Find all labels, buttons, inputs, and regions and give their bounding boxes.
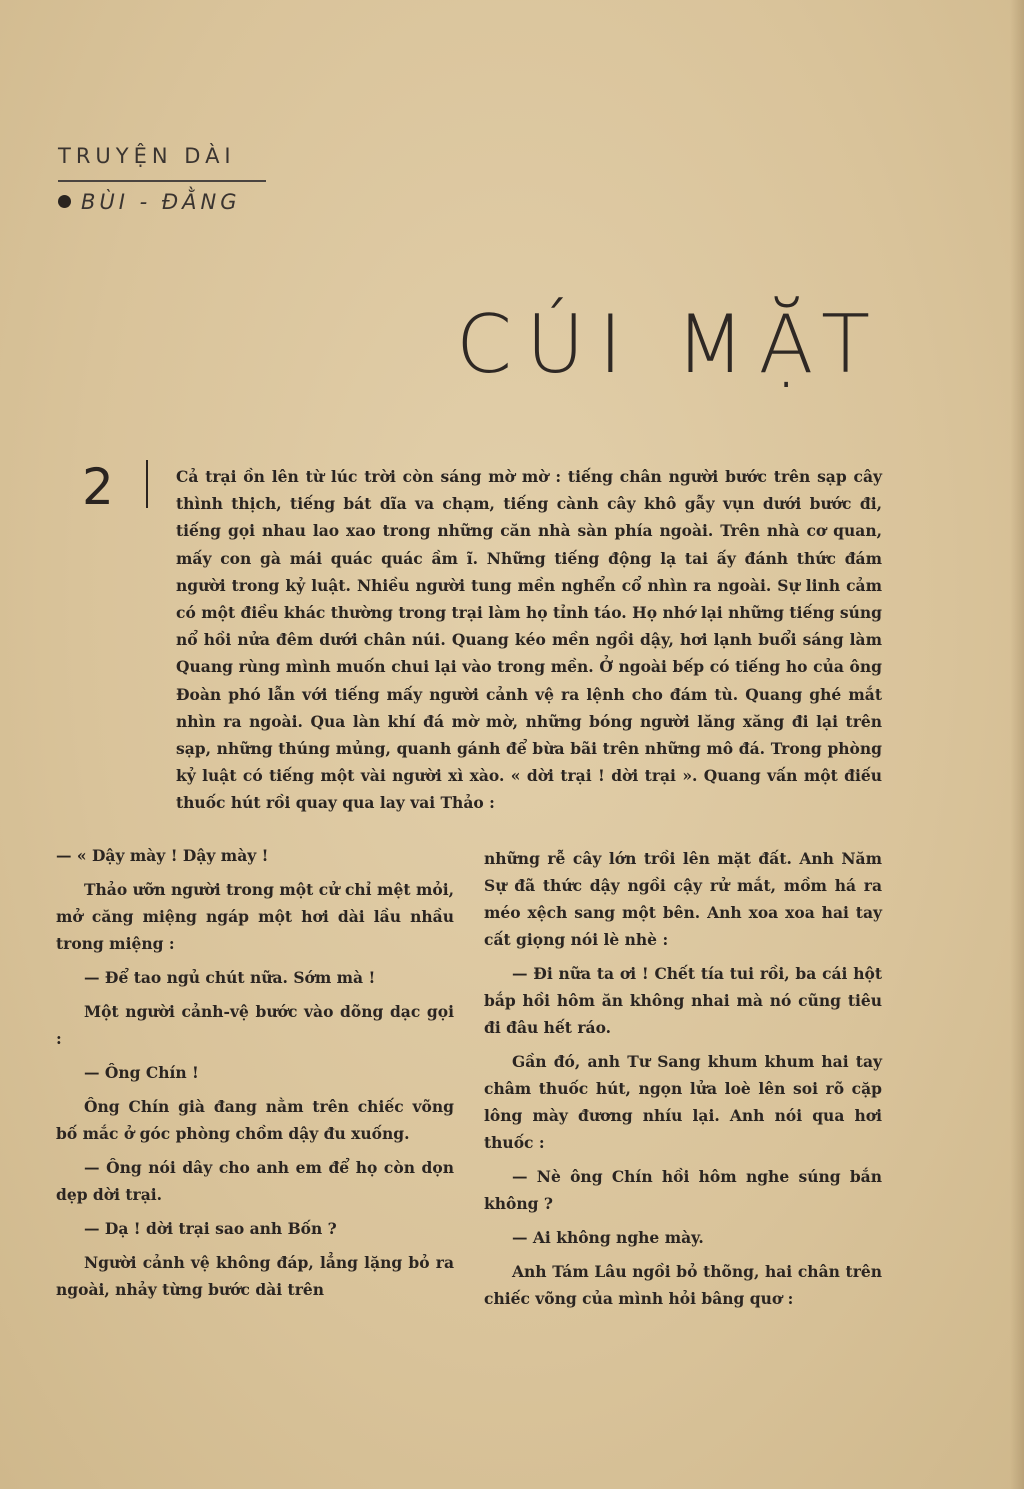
author-line [58,190,241,214]
left-column [56,842,454,1310]
author-name: BÙI - ĐẰNG [81,190,241,214]
paragraph: Gần đó, anh Tư Sang khum khum hai tay châm thuốc hút, ngọn lửa loè lên soi rõ cặp lông mày đương nhíu lại. Anh nói qua hơi thuốc : [484,1052,882,1152]
paragraph: — Ông Chín ! [84,1063,199,1082]
paragraph: Một người cảnh-vệ bước vào dõng dạc gọi : [56,1002,454,1048]
paragraph: — Đi nữa ta ơi ! Chết tía tui rồi, ba cái hột bắp hồi hôm ăn không nhai mà nó cũng tiêu đi đâu hết ráo. [484,964,882,1037]
paragraph: Ông Chín già đang nằm trên chiếc võng bố mắc ở góc phòng chồm dậy đu xuống. [56,1097,454,1143]
header-rule [58,180,266,182]
bullet-icon [58,195,71,208]
paragraph: — Để tao ngủ chút nữa. Sớm mà ! [84,968,376,987]
paragraph: — Dạ ! dời trại sao anh Bốn ? [84,1219,337,1238]
series-label: TRUYỆN DÀI [58,144,236,168]
paragraph: — Ai không nghe mày. [512,1228,704,1247]
story-title: CÚI MẶT [456,298,884,391]
paragraph: những rễ cây lớn trồi lên mặt đất. Anh Năm Sự đã thức dậy ngồi cậy rử mắt, mồm há ra méo xệch sang một bên. Anh xoa xoa hai tay cất giọng nói lè nhè : [484,849,882,949]
chapter-number: 2 [82,458,114,516]
page-edge-shadow [1010,0,1024,1489]
paragraph: — Ông nói dây cho anh em để họ còn dọn dẹp dời trại. [56,1158,454,1204]
paragraph: — « Dậy mày ! Dậy mày ! [56,846,269,865]
paragraph: — Nè ông Chín hồi hôm nghe súng bắn không ? [484,1167,882,1213]
right-column [484,845,882,1319]
paragraph: Anh Tám Lâu ngồi bỏ thõng, hai chân trên chiếc võng của mình hỏi bâng quơ : [484,1262,882,1308]
lead-paragraph [56,463,882,817]
lead-text: Cả trại ồn lên từ lúc trời còn sáng mờ mờ : tiếng chân người bước trên sạp cây thình thịch, tiếng bát dĩa va chạm, tiếng cành cây khô gẫy vụn dưới bước đi, tiếng gọi nhau lao xao trong những căn nhà sàn phía ngoài. Trên nhà cơ quan, mấy con gà mái quác quác ầm ĩ. Những tiếng động lạ tai ấy đánh thức đám người trong kỷ luật. Nhiều người tung mền nghển cổ nhìn ra ngoài. Sự linh cảm có một điều khác thường trong trại làm họ tỉnh táo. Họ nhớ lại những tiếng súng nổ hồi nửa đêm dưới chân núi. Quang kéo mền ngồi dậy, hơi lạnh buổi sáng làm Quang rùng mình muốn chui lại vào trong mền. Ở ngoài bếp có tiếng ho của ông Đoàn phó lẫn với tiếng mấy người cảnh vệ ra lệnh cho đám tù. Quang ghé mắt nhìn ra ngoài. Qua làn khí đá mờ mờ, những bóng người lăng xăng đi lại trên sạp, những thúng mủng, quanh gánh để bừa bãi trên những mô đá. Trong phòng kỷ luật có tiếng một vài người xì xào. « dời trại ! dời trại ». Quang vấn một điếu thuốc hút rồi quay qua lay vai Thảo : [176,467,882,813]
paragraph: Thảo ưỡn người trong một cử chỉ mệt mỏi, mở căng miệng ngáp một hơi dài lầu nhầu trong miệng : [56,880,454,953]
paragraph: Người cảnh vệ không đáp, lẳng lặng bỏ ra ngoài, nhảy từng bước dài trên [56,1253,454,1299]
